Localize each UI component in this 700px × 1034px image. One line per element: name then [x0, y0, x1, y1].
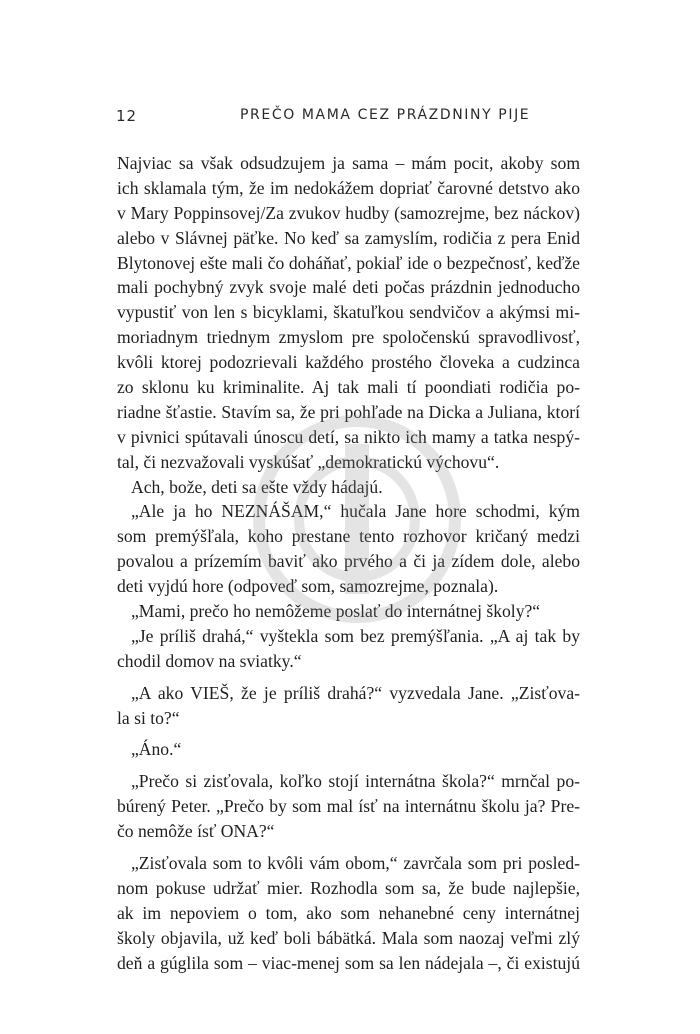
text-line: „Áno.“ [131, 739, 182, 760]
text-line: Najviac sa však odsudzujem ja sama – mám pocit, akoby som [117, 153, 580, 173]
text-line: deň a gúglila som – viac-menej som sa len nádejala –, či existujú [117, 952, 580, 973]
text-line: la si to?“ [117, 707, 180, 728]
text-line: školy objavila, už keď boli bábätká. Mala som naozaj veľmi zlý [117, 927, 580, 948]
text-line: Ach, bože, deti sa ešte vždy hádajú. [131, 476, 383, 497]
running-head: PREČO MAMA CEZ PRÁZDNINY PIJE [240, 107, 531, 123]
text-line: Blytonovej ešte mali čo doháňať, pokiaľ ide o bezpečnosť, keďže [117, 252, 580, 273]
text-line: v pivnici spútavali únoscu detí, sa nikto ich mamy a tatka nespý- [117, 426, 580, 447]
text-line: „Ale ja ho NEZNÁŠAM,“ hučala Jane hore schodmi, kým [131, 501, 580, 522]
text-line: „Mami, prečo ho nemôžeme poslať do internátnej školy?“ [131, 601, 541, 622]
text-line: čo nemôže ísť ONA?“ [117, 821, 275, 842]
body-text [117, 151, 580, 976]
text-line: „Prečo si zisťovala, koľko stojí internátna škola?“ mrnčal po- [131, 771, 580, 792]
text-line: riadne šťastie. Stavím sa, že pri pohľade na Dicka a Juliana, ktorí [117, 401, 580, 422]
text-line: vypustiť von len s bicyklami, škatuľkou sendvičov a akýmsi mi- [117, 302, 580, 323]
text-line: moriadnym triednym zmyslom pre spoločenskú spravodlivosť, [117, 327, 580, 348]
text-line: „Je príliš drahá,“ vyštekla som bez premýšľania. „A aj tak by [131, 625, 580, 646]
text-line: „Zisťovala som to kvôli vám obom,“ zavrčala som pri posled- [131, 853, 580, 874]
text-line: zo sklonu ku kriminalite. Aj tak mali tí poondiati rodičia po- [117, 377, 580, 398]
text-line: nom pokuse udržať mier. Rozhodla som sa, že bude najlepšie, [117, 877, 580, 898]
text-line: deti vyjdú hore (odpoveď som, samozrejme, poznala). [117, 576, 499, 597]
text-line: ich sklamala tým, že im nedokážem dopriať čarovné detstvo ako [117, 177, 580, 198]
text-line: tal, či nezvažovali vyskúšať „demokratickú výchovu“. [117, 451, 500, 472]
text-line: chodil domov na sviatky.“ [117, 650, 302, 671]
text-line: v Mary Poppinsovej/Za zvukov hudby (samozrejme, bez náckov) [117, 202, 580, 223]
text-line: ak im nepoviem o tom, ako som nehanebné ceny internátnej [117, 902, 580, 923]
text-line: povalou a prízemím baviť ako prvého a či ja zídem dole, alebo [117, 551, 580, 572]
text-line: mali pochybný zvyk svoje malé deti počas prázdnin jednoducho [117, 277, 580, 298]
text-line: „A ako VIEŠ, že je príliš drahá?“ vyzvedala Jane. „Zisťova- [131, 682, 580, 703]
page-number: 12 [116, 107, 138, 125]
text-line: búrený Peter. „Prečo by som mal ísť na internátnu školu ja? Pre- [117, 796, 580, 817]
text-line: alebo v Slávnej päťke. No keď sa zamyslím, rodičia z pera Enid [117, 227, 580, 248]
text-line: som premýšľala, koho prestane tento rozhovor kričaný medzi [117, 526, 580, 547]
text-line: kvôli ktorej podozrievali každého prostého človeka a cudzinca [117, 352, 580, 373]
